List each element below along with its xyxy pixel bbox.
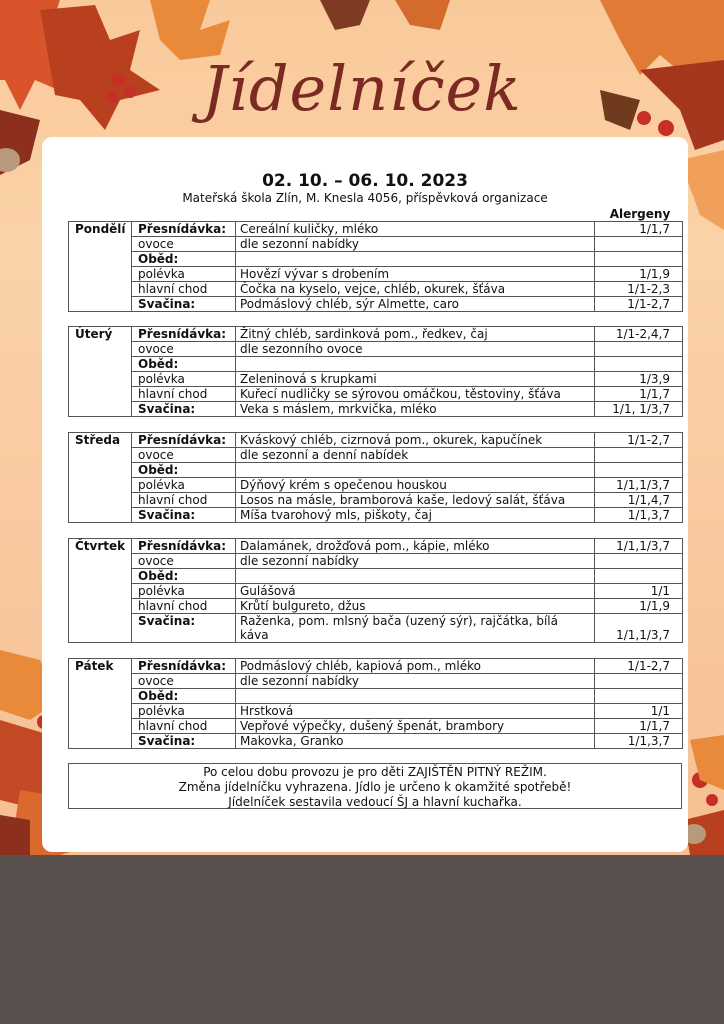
footer-line: Po celou dobu provozu je pro děti ZAJIŠTĚN PITNÝ REŽIM. [203,765,547,779]
meal-allergens: 1/1-2,7 [595,659,683,674]
meal-item [236,252,595,267]
meal-label: polévka [132,704,236,719]
meal-label: Oběd: [132,569,236,584]
meal-item: Žitný chléb, sardinková pom., ředkev, čaj [236,327,595,342]
meal-label: Přesnídávka: [132,433,236,448]
meal-item: dle sezonní nabídky [236,237,595,252]
day-name: Úterý [69,327,132,417]
meal-item: Zeleninová s krupkami [236,372,595,387]
menu-row [69,508,683,523]
menu-row [69,252,683,267]
meal-allergens: 1/1,1/3,7 [595,478,683,493]
meal-allergens [595,357,683,372]
meal-item: Podmáslový chléb, kapiová pom., mléko [236,659,595,674]
meal-label: hlavní chod [132,493,236,508]
menu-row [69,387,683,402]
meal-allergens: 1/1,3,7 [595,508,683,523]
menu-row [69,267,683,282]
meal-label: Přesnídávka: [132,222,236,237]
menu-row [69,433,683,448]
bottom-band [0,855,724,1024]
meal-item: Kváskový chléb, cizrnová pom., okurek, kapučínek [236,433,595,448]
meal-item: Raženka, pom. mlsný bača (uzený sýr), rajčátka, bílá káva [236,614,595,643]
meal-item: dle sezonní a denní nabídek [236,448,595,463]
meal-allergens: 1/1,1/3,7 [595,614,683,643]
meal-item: Veka s máslem, mrkvička, mléko [236,402,595,417]
menu-row [69,297,683,312]
meal-label: polévka [132,584,236,599]
meal-label: Oběd: [132,463,236,478]
meal-item: Cereální kuličky, mléko [236,222,595,237]
meal-allergens [595,342,683,357]
allergens-header: Alergeny [609,207,671,221]
menu-row [69,689,683,704]
meal-label: Svačina: [132,508,236,523]
menu-row [69,614,683,643]
meal-allergens [595,252,683,267]
menu-row [69,719,683,734]
meal-label: hlavní chod [132,282,236,297]
meal-label: Svačina: [132,614,236,643]
day-table-friday [68,658,683,749]
menu-row [69,674,683,689]
footer-note [68,763,682,809]
meal-allergens: 1/1 [595,704,683,719]
meal-allergens [595,674,683,689]
meal-label: hlavní chod [132,387,236,402]
meal-item: Dýňový krém s opečenou houskou [236,478,595,493]
meal-item: Míša tvarohový mls, piškoty, čaj [236,508,595,523]
meal-label: Přesnídávka: [132,539,236,554]
footer-line: Změna jídelníčku vyhrazena. Jídlo je určeno k okamžité spotřebě! [178,780,572,794]
menu-row [69,463,683,478]
date-range: 02. 10. – 06. 10. 2023 [262,171,468,191]
menu-row [69,599,683,614]
meal-label: polévka [132,267,236,282]
meal-item: Krůtí bulgureto, džus [236,599,595,614]
menu-row [69,282,683,297]
footer-line: Jídelníček sestavila vedoucí ŠJ a hlavní kuchařka. [228,795,522,809]
meal-allergens: 1/1,7 [595,387,683,402]
meal-label: hlavní chod [132,599,236,614]
meal-label: ovoce [132,342,236,357]
menu-row [69,222,683,237]
menu-row [69,448,683,463]
meal-allergens: 1/3,9 [595,372,683,387]
meal-item: Gulášová [236,584,595,599]
meal-allergens: 1/1,4,7 [595,493,683,508]
meal-allergens: 1/1 [595,584,683,599]
menu-row [69,327,683,342]
meal-item: Podmáslový chléb, sýr Almette, caro [236,297,595,312]
meal-label: Svačina: [132,734,236,749]
meal-label: Oběd: [132,252,236,267]
meal-allergens: 1/1,7 [595,222,683,237]
meal-label: Svačina: [132,402,236,417]
meal-item [236,463,595,478]
meal-allergens: 1/1-2,7 [595,433,683,448]
menu-row [69,342,683,357]
meal-item: Vepřové výpečky, dušený špenát, brambory [236,719,595,734]
meal-label: polévka [132,372,236,387]
day-name: Čtvrtek [69,539,132,643]
day-name: Středa [69,433,132,523]
meal-label: hlavní chod [132,719,236,734]
meal-allergens: 1/1, 1/3,7 [595,402,683,417]
menu-row [69,704,683,719]
meal-label: Oběd: [132,357,236,372]
day-table-tuesday [68,326,683,417]
meal-item: Kuřecí nudličky se sýrovou omáčkou, těstoviny, šťáva [236,387,595,402]
meal-allergens: 1/1,9 [595,599,683,614]
meal-item: Čočka na kyselo, vejce, chléb, okurek, šťáva [236,282,595,297]
menu-row [69,569,683,584]
meal-label: Přesnídávka: [132,327,236,342]
meal-allergens [595,569,683,584]
day-table-wednesday [68,432,683,523]
meal-allergens: 1/1,9 [595,267,683,282]
meal-item: dle sezonní nabídky [236,674,595,689]
meal-allergens: 1/1,7 [595,719,683,734]
day-table-thursday [68,538,683,643]
meal-label: Oběd: [132,689,236,704]
meal-item: Makovka, Granko [236,734,595,749]
meal-label: ovoce [132,554,236,569]
meal-item [236,357,595,372]
meal-allergens: 1/1,1/3,7 [595,539,683,554]
meal-allergens [595,463,683,478]
meal-label: Přesnídávka: [132,659,236,674]
meal-allergens [595,237,683,252]
menu-row [69,554,683,569]
meal-item: Hrstková [236,704,595,719]
meal-label: polévka [132,478,236,493]
meal-allergens: 1/1-2,3 [595,282,683,297]
menu-row [69,478,683,493]
menu-row [69,237,683,252]
menu-row [69,402,683,417]
meal-allergens: 1/1,3,7 [595,734,683,749]
meal-item: Hovězí vývar s drobením [236,267,595,282]
menu-row [69,539,683,554]
organization-name: Mateřská škola Zlín, M. Knesla 4056, příspěvková organizace [182,191,548,205]
day-name: Pátek [69,659,132,749]
day-table-monday [68,221,683,312]
day-name: Pondělí [69,222,132,312]
meal-allergens: 1/1-2,4,7 [595,327,683,342]
meal-item [236,569,595,584]
page-title: Jídelníček [202,52,522,125]
meal-item: Losos na másle, bramborová kaše, ledový salát, šťáva [236,493,595,508]
meal-allergens [595,554,683,569]
menu-row [69,372,683,387]
meal-label: Svačina: [132,297,236,312]
menu-row [69,357,683,372]
meal-item [236,689,595,704]
menu-row [69,493,683,508]
meal-allergens [595,689,683,704]
meal-item: Dalamánek, drožďová pom., kápie, mléko [236,539,595,554]
meal-allergens: 1/1-2,7 [595,297,683,312]
menu-row [69,584,683,599]
meal-item: dle sezonního ovoce [236,342,595,357]
meal-label: ovoce [132,448,236,463]
menu-row [69,734,683,749]
meal-label: ovoce [132,674,236,689]
meal-item: dle sezonní nabídky [236,554,595,569]
meal-allergens [595,448,683,463]
menu-row [69,659,683,674]
meal-label: ovoce [132,237,236,252]
